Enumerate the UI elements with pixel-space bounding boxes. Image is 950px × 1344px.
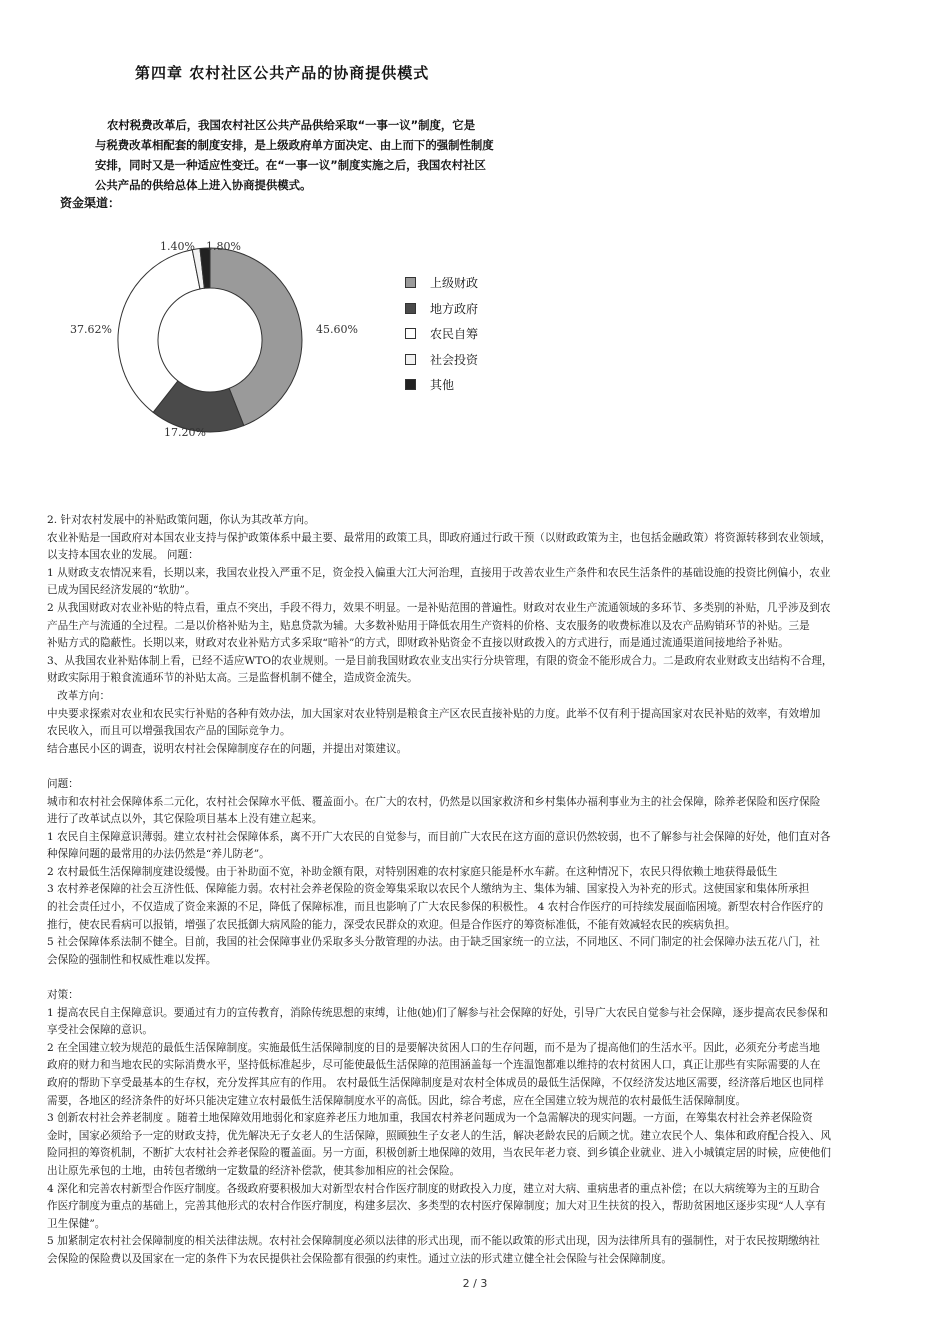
legend-item xyxy=(405,296,478,322)
text-line: 险同担的筹资机制，不断扩大农村社会养老保险的覆盖面。另一方面，积极创新土地保障的效用，当农民年老力衰、到乡镇企业就业、进入小城镇定居的时候，应使他们 xyxy=(47,1147,831,1160)
text-line: 补贴方式的隐蔽性。长期以来，财政对农业补贴方式多采取“暗补”的方式，即财政补贴资金不直接以财政拨入的方式进行，而是通过流通渠道间接地给予补贴。 xyxy=(47,637,789,650)
legend-label: 农民自筹 xyxy=(430,327,479,342)
text-line: 4 深化和完善农村新型合作医疗制度。各级政府要积极加大对新型农村合作医疗制度的财政投入力度，建立对大病、重病患者的重点补偿；在以大病统筹为主的互助合 xyxy=(47,1182,820,1195)
funding-pie-chart xyxy=(0,200,400,450)
text-line: 的社会责任过小，不仅造成了资金来源的不足，降低了保障标准，而且也影响了广大农民参保的积极性。 4 农村合作医疗的可持续发展面临困境。新型农村合作医疗的 xyxy=(47,901,824,914)
legend-swatch xyxy=(405,328,416,339)
text-line: 出让原先承包的土地，由转包者缴纳一定数量的经济补偿款，使其参加相应的社会保险。 xyxy=(47,1164,461,1177)
text-line: 3、从我国农业补贴体制上看，已经不适应WTO的农业规则。一是目前我国财政农业支出实行分块管理，有限的资金不能形成合力。二是政府农业财政支出结构不合理， xyxy=(47,654,833,667)
text-line: 作医疗制度为重点的基础上，完善其他形式的农村合作医疗制度，构建多层次、多类型的农村医疗保障制度；加大对卫生扶贫的投入，帮助贫困地区逐步实现“人人享有 xyxy=(47,1200,826,1213)
text-line: 财政实际用于粮食流通环节的补贴太高。三是监督机制不健全，造成资金流失。 xyxy=(47,672,418,685)
page-number: 2 / 3 xyxy=(462,1277,488,1290)
slice-value-label: 1.40% xyxy=(160,240,195,253)
social-problem-3 xyxy=(47,881,909,934)
slice-value-label: 1.80% xyxy=(206,240,241,253)
text-line: 1 农民自主保障意识薄弱。建立农村社会保障体系，离不开广大农民的自觉参与，而目前广大农民在这方面的意识仍然较弱，也不了解参与社会保障的好处，他们直对各 xyxy=(47,830,831,843)
text-line: 农业补贴是一国政府对本国农业支持与保护政策体系中最主要、最常用的政策工具，即政府通过行政干预（以财政政策为主，也包括金融政策）将资源转移到农业领域， xyxy=(47,531,831,544)
legend-label: 上级财政 xyxy=(430,276,479,291)
body-text xyxy=(47,512,909,1269)
text-line: 3 创新农村社会养老制度 。随着土地保障效用地弱化和家庭养老压力地加重，我国农村养老问题成为一个急需解决的现实问题。一方面，在筹集农村社会养老保险资 xyxy=(47,1112,813,1125)
legend-item xyxy=(405,372,478,398)
text-line: 政府的财力和当地农民的实际消费水平，坚持低标准起步，尽可能使最低生活保障的范围涵盖每一个连温饱都难以维持的农村贫困人口，真正让那些有实际需要的人在 xyxy=(47,1059,821,1072)
legend-item xyxy=(405,321,478,347)
text-line: 推行，使农民看病可以报销，增强了农民抵御大病风险的能力，深受农民群众的欢迎。但是合作医疗的筹资标准低，不能有效减轻农民的疾病负担。 xyxy=(47,918,736,931)
question-3-title: 结合惠民小区的调查，说明农村社会保障制度存在的问题，并提出对策建议。 xyxy=(47,742,408,755)
reform-title: 改革方向： xyxy=(47,689,111,702)
reform-text xyxy=(47,706,909,741)
text-line: 种保障问题的最常用的办法仍然是“养儿防老”。 xyxy=(47,848,270,861)
question-2-title: 2. 针对农村发展中的补贴政策问题，你认为其改革方向。 xyxy=(47,514,315,526)
chart-legend xyxy=(405,270,478,398)
intro-line: 公共产品的供给总体上进入协商提供模式。 xyxy=(95,178,312,192)
text-line: 金时，国家必须给予一定的财政支持，优先解决无子女老人的生活保障，照顾独生子女老人的生活，解决老龄农民的后顾之忧。建立农民个人、集体和政府配合投入、风 xyxy=(47,1129,831,1142)
text-line: 中央要求探索对农业和农民实行补贴的各种有效办法，加大国家对农业特别是粮食主产区农民直接补贴的力度。此举不仅有利于提高国家对农民补贴的效率，有效增加 xyxy=(47,707,821,720)
social-problem-5 xyxy=(47,934,909,969)
slice-value-label: 45.60% xyxy=(316,323,358,336)
text-line: 会保险的保险费以及国家在一定的条件下为农民提供社会保险都有很强的约束性。通过立法的形式建立健全社会保险与社会保障制度。 xyxy=(47,1252,673,1265)
measure-4 xyxy=(47,1181,909,1234)
problem-1 xyxy=(47,565,909,600)
problem-title: 问题： xyxy=(47,777,79,790)
text-line: 3 农村养老保障的社会互济性低、保障能力弱。农村社会养老保险的资金筹集采取以农民个人缴纳为主、集体为辅、国家投入为补充的形式。这使国家和集体所承担 xyxy=(47,883,810,896)
text-line: 1 提高农民自主保障意识。要通过有力的宣传教育，消除传统思想的束缚，让他(她)们了解参与社会保障的好处，引导广大农民自觉参与社会保障，逐步提高农民参保和 xyxy=(47,1006,829,1019)
legend-label: 其他 xyxy=(430,378,455,393)
measures-title: 对策： xyxy=(47,989,79,1002)
q2-intro xyxy=(47,530,909,565)
measure-2 xyxy=(47,1040,909,1110)
text-line: 2 在全国建立较为规范的最低生活保障制度。实施最低生活保障制度的目的是要解决贫困人口的生存问题，而不是为了提高他们的生活水平。因此，必须充分考虑当地 xyxy=(47,1041,820,1054)
text-line: 享受社会保障的意识。 xyxy=(47,1024,153,1037)
text-line: 需要，各地区的经济条件的好坏只能决定建立农村最低生活保障制度水平的高低。因此，综合考虑，应在全国建立较为规范的农村最低生活保障制度。 xyxy=(47,1094,747,1107)
text-line: 产品生产与流通的全过程。二是以价格补贴为主，贴息贷款为辅。大多数补贴用于降低农用生产资料的价格、支农服务的收费标准以及农产品购销环节的补贴。三是 xyxy=(47,619,810,632)
legend-label: 社会投资 xyxy=(430,352,479,367)
legend-swatch xyxy=(405,354,416,365)
text-line: 进行了改革试点以外，其它保险项目基本上没有建立起来。 xyxy=(47,813,323,826)
text-line: 2 从我国财政对农业补贴的特点看，重点不突出，手段不得力，效果不明显。一是补贴范围的普遍性。财政对农业生产流通领域的多环节、多类别的补贴，几乎涉及到农 xyxy=(47,601,831,614)
legend-item xyxy=(405,270,478,296)
slice-value-label: 17.20% xyxy=(164,426,206,439)
text-line: 5 加紧制定农村社会保障制度的相关法律法规。农村社会保障制度必须以法律的形式出现，而不能以政策的形式出现，因为法律所具有的强制性，对于农民按期缴纳社 xyxy=(47,1235,820,1248)
text-line: 以支持本国农业的发展。 问题： xyxy=(47,549,199,562)
measure-3 xyxy=(47,1110,909,1180)
legend-item xyxy=(405,347,478,373)
problem-3 xyxy=(47,653,909,688)
problem-intro xyxy=(47,794,909,829)
text-line: 会保险的强制性和权威性难以发挥。 xyxy=(47,953,217,966)
intro-line: 安排，同时又是一种适应性变迁。在“一事一议”制度实施之后，我国农村社区 xyxy=(95,158,486,172)
text-line: 2 农村最低生活保障制度建设缓慢。由于补助面不宽，补助金额有限，对特别困难的农村家庭只能是杯水车薪。在这种情况下，农民只得依赖土地获得最低生 xyxy=(47,865,778,878)
text-line: 已成为国民经济发展的“软肋”。 xyxy=(47,584,196,597)
intro-line: 农村税费改革后，我国农村社区公共产品供给采取“一事一议”制度，它是 xyxy=(107,118,476,132)
social-problem-2 xyxy=(47,864,909,882)
text-line: 卫生保健”。 xyxy=(47,1217,106,1230)
text-line: 城市和农村社会保障体系二元化，农村社会保障水平低、覆盖面小。在广大的农村，仍然是以国家救济和乡村集体办福利事业为主的社会保障，除养老保险和医疗保险 xyxy=(47,795,821,808)
legend-swatch xyxy=(405,277,416,288)
text-line: 5 社会保障体系法制不健全。目前，我国的社会保障事业仍采取多头分散管理的办法。由于缺乏国家统一的立法，不同地区、不同门制定的社会保障办法五花八门，社 xyxy=(47,936,820,949)
text-line: 1 从财政支农情况来看，长期以来，我国农业投入严重不足，资金投入偏重大江大河治理，直接用于改善农业生产条件和农民生活条件的基础设施的投资比例偏小，农业 xyxy=(47,566,831,579)
measure-1 xyxy=(47,1005,909,1040)
legend-swatch xyxy=(405,379,416,390)
problem-2 xyxy=(47,600,909,653)
intro-line: 与税费改革相配套的制度安排，是上级政府单方面决定、由上而下的强制性制度 xyxy=(95,138,494,152)
legend-swatch xyxy=(405,303,416,314)
text-line: 农民收入，而且可以增强我国农产品的国际竞争力。 xyxy=(47,725,291,738)
chart-caption: 资金渠道： xyxy=(60,196,121,210)
text-line: 政府的帮助下享受最基本的生存权，充分发挥其应有的作用。 农村最低生活保障制度是对农村全体成员的最低生活保障，不仅经济发达地区需要，经济落后地区也同样 xyxy=(47,1077,824,1089)
slice-value-label: 37.62% xyxy=(70,323,112,336)
social-problem-1 xyxy=(47,829,909,864)
intro-paragraph xyxy=(95,115,515,195)
chapter-title: 第四章 农村社区公共产品的协商提供模式 xyxy=(135,64,430,82)
legend-label: 地方政府 xyxy=(430,301,479,316)
measure-5 xyxy=(47,1233,909,1268)
